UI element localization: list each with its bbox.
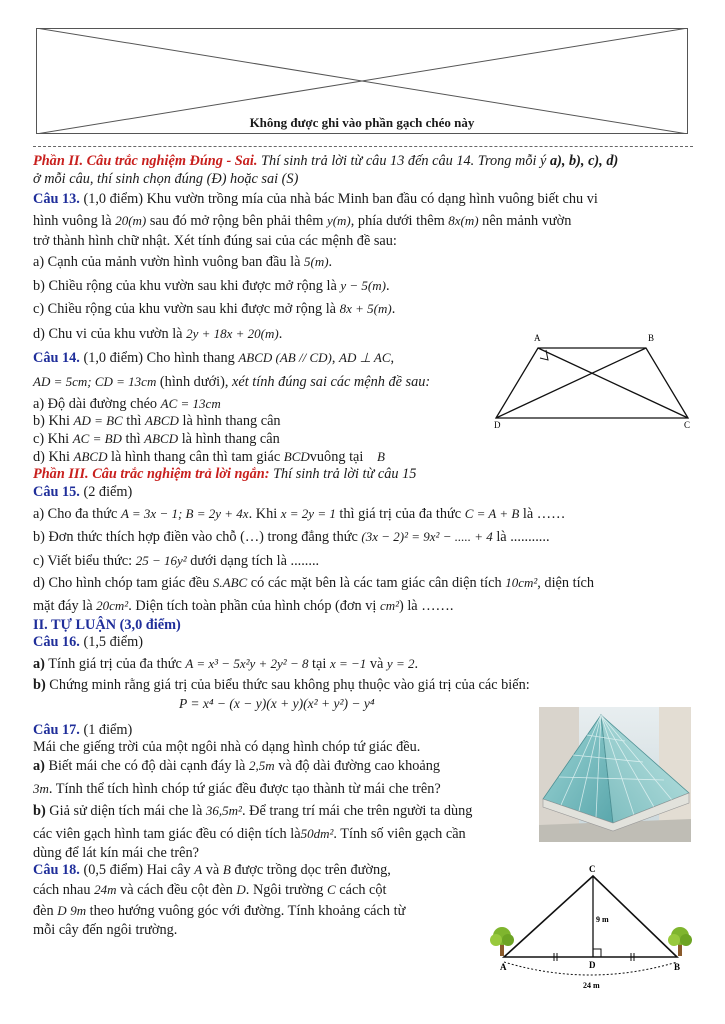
- q13-a-dot: .: [328, 254, 333, 270]
- vertex-a: A: [534, 333, 541, 343]
- q17-line1: Mái che giếng trời của một ngôi nhà có dạng hình chóp tứ giác đều.: [33, 739, 421, 755]
- q15-option-c: [33, 552, 319, 570]
- q15-d-t3: , diện tích: [537, 575, 595, 591]
- q15-heading: [33, 484, 132, 501]
- q13-a-text: a) Cạnh của mảnh vườn hình vuông ban đầu là: [33, 254, 304, 270]
- q16-a-m2: x = −1: [329, 656, 367, 671]
- part2-intro: Thí sinh trả lời từ câu 13 đến câu 14. Trong mỗi ý: [257, 153, 550, 169]
- q13-math-8x: 8x(m): [448, 213, 479, 228]
- q15-d-t1: d) Cho hình chóp tam giác đều: [33, 575, 213, 591]
- q17-b-label: b): [33, 803, 46, 819]
- q13-c-text: c) Chiều rộng của khu vườn sau khi được mở rộng là: [33, 301, 340, 317]
- q18-line3: [33, 902, 405, 920]
- q17-b-t2: . Để trang trí mái che trên người ta dùng: [241, 803, 473, 819]
- q17-a2-math: 3m: [33, 781, 49, 796]
- q13-d-math: 2y + 18x + 20(m): [186, 326, 279, 341]
- q16-a-t2: tại: [308, 656, 330, 672]
- q14-line2: [33, 373, 430, 391]
- q15-option-d-line2: [33, 597, 453, 615]
- q13-text2a: hình vuông là: [33, 213, 116, 229]
- q15-a-t1: a) Cho đa thức: [33, 506, 121, 522]
- q14-d-t2: là hình thang cân thì tam giác: [107, 449, 284, 465]
- q14-text1b: ,: [331, 350, 339, 366]
- q15-d2-t3: ) là …….: [399, 598, 454, 614]
- q18-m-a: A: [194, 862, 203, 877]
- q14-d-t3: vuông tại: [309, 449, 367, 465]
- label-c: C: [589, 864, 596, 874]
- q15-d2-m1: 20cm²: [96, 598, 129, 613]
- essay-title: II. TỰ LUẬN (3,0 điểm): [33, 617, 181, 633]
- no-write-note: Không được ghi vào phần gạch chéo này: [249, 115, 475, 130]
- q14-d-t1: d) Khi: [33, 449, 74, 465]
- q15-a-m2: x = 2y = 1: [280, 506, 336, 521]
- q16-b-text: Chứng minh rằng giá trị của biểu thức sau không phụ thuộc vào giá trị của các biến:: [45, 677, 530, 693]
- q13-d-text: d) Chu vi của khu vườn là: [33, 326, 187, 342]
- part2-title: Phần II. Câu trắc nghiệm Đúng - Sai.: [33, 153, 258, 169]
- q16-option-b: [33, 677, 530, 694]
- q13-b-math: y − 5(m): [340, 278, 386, 293]
- q17-b2-t1: các viên gạch hình tam giác đều có diện tích là: [33, 826, 301, 842]
- q18-line4: mỗi cây đến ngôi trường.: [33, 922, 178, 938]
- q18-m-d: D: [236, 882, 246, 897]
- triangle-acb: [504, 876, 677, 957]
- q15-d2-t2: . Diện tích toàn phần của hình chóp (đơn vị: [128, 598, 380, 614]
- q15-d-t2: có các mặt bên là các tam giác cân diện tích: [247, 575, 506, 591]
- q15-b-m1: (3x − 2)² = 9x² − ..... + 4: [361, 529, 493, 544]
- label-a: A: [500, 962, 507, 972]
- q17-points: (1 điểm): [79, 722, 133, 738]
- q14-option-b: [33, 412, 281, 430]
- q18-t3a: đèn: [33, 903, 58, 919]
- diagonal-bd: [496, 348, 646, 418]
- q18-t2a: cách nhau: [33, 882, 95, 898]
- q15-a-m3: C = A + B: [464, 506, 520, 521]
- q14-d-m3: B: [376, 449, 385, 464]
- q15-d2-m2: cm²: [379, 598, 399, 613]
- q18-m-24: 24m: [94, 882, 117, 897]
- q15-option-b: [33, 528, 550, 546]
- q16-a-t3: và: [366, 656, 387, 672]
- q16-formula: P = x⁴ − (x − y)(x + y)(x² + y²) − y⁴: [179, 696, 375, 711]
- part3-title: Phần III. Câu trắc nghiệm trả lời ngắn:: [33, 466, 270, 482]
- q14-b-t2: thì: [122, 413, 145, 429]
- q18-t2c: . Ngôi trường: [245, 882, 328, 898]
- q17-option-a: [33, 757, 440, 775]
- q17-a-m1: 2,5m: [248, 758, 275, 773]
- q14-option-a: [33, 395, 221, 413]
- q18-t1a: (0,5 điểm) Hai cây: [79, 862, 195, 878]
- q13-math-20: 20(m): [115, 213, 147, 228]
- q15-a-m1: A = 3x − 1; B = 2y + 4x: [120, 506, 249, 521]
- q14-line1: [33, 349, 394, 367]
- q18-t3b: theo hướng vuông góc với đường. Tính khoảng cách từ: [86, 903, 406, 919]
- q18-m-d2: D: [57, 903, 67, 918]
- q16-heading: [33, 634, 143, 651]
- q16-option-a: [33, 655, 418, 673]
- q13-text2c: , phía dưới thêm: [350, 213, 449, 229]
- q15-d-m1: S.ABC: [212, 575, 248, 590]
- q13-b-text: b) Chiều rộng của khu vườn sau khi được mở rộng là: [33, 278, 341, 294]
- q17-a-t2: và độ dài đường cao khoảng: [274, 758, 441, 774]
- vertex-d: D: [494, 420, 501, 430]
- q13-option-b: [33, 277, 390, 295]
- q18-t1b: và: [202, 862, 223, 878]
- q13-b-dot: .: [385, 278, 390, 294]
- q17-b2-math: 50dm²: [300, 826, 334, 841]
- q15-a-t3: thì giá trị của đa thức: [335, 506, 465, 522]
- q15-c-t2: dưới dạng tích là ........: [186, 553, 320, 569]
- q15-b-t2: là ...........: [492, 529, 550, 545]
- q13-math-y: y(m): [326, 213, 351, 228]
- q13-d-dot: .: [278, 326, 283, 342]
- q13-line2: [33, 212, 571, 230]
- dashed-divider: [33, 146, 693, 147]
- diagonal-ac: [538, 348, 688, 418]
- q18-m-c: C: [327, 882, 336, 897]
- q14-math3: AD = 5cm; CD = 13cm: [33, 374, 157, 389]
- q15-a-t4: là ……: [519, 506, 566, 522]
- q14-c-t2: thì: [121, 431, 145, 447]
- q14-b-m2: ABCD: [144, 413, 179, 428]
- q17-option-b: [33, 802, 472, 820]
- q14-b-t3: là hình thang cân: [178, 413, 281, 429]
- q15-c-m1: 25 − 16y²: [135, 553, 187, 568]
- q16-b-label: b): [33, 677, 46, 693]
- q13-a-math: 5(m): [304, 254, 329, 269]
- q13-line3: trở thành hình chữ nhật. Xét tính đúng sai của các mệnh đề sau:: [33, 233, 397, 249]
- q13-line1: [33, 191, 598, 208]
- q15-d-m2: 10cm²: [505, 575, 538, 590]
- q16-a-label: a): [33, 656, 45, 672]
- q13-text2d: nên mảnh vườn: [478, 213, 572, 229]
- school-trees-figure: [486, 860, 696, 995]
- q17-option-b-line3: dùng để lát kín mái che trên?: [33, 845, 199, 861]
- right-angle-mark-d: [593, 949, 601, 957]
- q13-option-c: [33, 300, 395, 318]
- q13-c-dot: .: [391, 301, 396, 317]
- part2-options: a), b), c), d): [549, 153, 619, 169]
- q17-a2-text: . Tính thể tích hình chóp tứ giác đều được tạo thành từ mái che trên?: [48, 781, 441, 797]
- q16-a-dot: .: [414, 656, 419, 672]
- q14-c-m2: ABCD: [144, 431, 179, 446]
- q14-text2i: xét tính đúng sai các mệnh đề sau:: [232, 374, 431, 390]
- q15-option-a: [33, 505, 565, 523]
- q18-line2: [33, 881, 387, 899]
- trapezoid-figure: [488, 330, 698, 430]
- q18-t1c: được trồng dọc trên đường,: [230, 862, 391, 878]
- q14-math1: ABCD (AB // CD): [238, 350, 332, 365]
- label-24m: 24 m: [583, 981, 600, 990]
- q16-label: Câu 16.: [33, 634, 80, 650]
- q15-option-d: [33, 574, 594, 592]
- q13-text1: (1,0 điểm) Khu vườn trồng mía của nhà bác Minh ban đầu có dạng hình vuông biết chu vi: [79, 191, 598, 207]
- q14-label: Câu 14.: [33, 350, 80, 366]
- q17-option-b-line2: [33, 825, 466, 843]
- q13-option-a: [33, 253, 332, 271]
- q17-label: Câu 17.: [33, 722, 80, 738]
- q14-b-t1: b) Khi: [33, 413, 74, 429]
- q13-c-math: 8x + 5(m): [339, 301, 392, 316]
- q15-label: Câu 15.: [33, 484, 80, 500]
- q17-option-a-line2: [33, 780, 441, 798]
- label-d: D: [589, 960, 596, 970]
- q16-a-t1: Tính giá trị của đa thức: [44, 656, 186, 672]
- q16-points: (1,5 điểm): [79, 634, 144, 650]
- q18-m-9: 9m: [70, 903, 87, 918]
- q17-b2-t2: . Tính số viên gạch cần: [333, 826, 466, 842]
- part3-heading: [33, 466, 416, 483]
- q16-a-m3: y = 2: [386, 656, 415, 671]
- q14-option-d: [33, 448, 385, 466]
- label-b: B: [674, 962, 681, 972]
- q17-a-label: a): [33, 758, 45, 774]
- q15-c-t1: c) Viết biểu thức:: [33, 553, 136, 569]
- q18-m-b: B: [222, 862, 231, 877]
- q14-c-t1: c) Khi: [33, 431, 73, 447]
- q14-c-m1: AC = BD: [72, 431, 122, 446]
- q16-a-m1: A = x³ − 5x²y + 2y² − 8: [185, 656, 309, 671]
- q14-c-t3: là hình thang cân: [178, 431, 280, 447]
- q15-points: (2 điểm): [79, 484, 133, 500]
- q15-b-t1: b) Đơn thức thích hợp điền vào chỗ (…) trong đẳng thức: [33, 529, 362, 545]
- vertex-b: B: [648, 333, 655, 343]
- q17-b-m1: 36,5m²: [205, 803, 242, 818]
- q14-b-m1: AD = BC: [73, 413, 123, 428]
- part3-intro: Thí sinh trả lời từ câu 15: [269, 466, 417, 482]
- q14-d-m2: BCD: [283, 449, 310, 464]
- q17-heading: [33, 722, 132, 739]
- q14-a-text: a) Độ dài đường chéo: [33, 396, 161, 412]
- q15-d2-t1: mặt đáy là: [33, 598, 97, 614]
- q14-option-c: [33, 430, 280, 448]
- q14-d-m1: ABCD: [73, 449, 108, 464]
- skylight-photo: [539, 707, 691, 842]
- label-9m: 9 m: [596, 915, 609, 924]
- q13-text2b: sau đó mở rộng bên phải thêm: [146, 213, 327, 229]
- q18-line1: [33, 861, 391, 879]
- no-write-box: [36, 28, 688, 134]
- vertex-c: C: [684, 420, 691, 430]
- q14-text1c: ,: [390, 350, 395, 366]
- trapezoid-shape: [496, 348, 688, 418]
- q18-label: Câu 18.: [33, 862, 80, 878]
- q14-text2b: (hình dưới),: [156, 374, 233, 390]
- q18-t2b: và cách đều cột đèn: [116, 882, 237, 898]
- q18-t2d: cách cột: [335, 882, 387, 898]
- part2-heading: [33, 153, 618, 170]
- q17-b-t1: Giả sử diện tích mái che là: [45, 803, 206, 819]
- q13-option-d: [33, 325, 282, 343]
- q14-math2: AD ⊥ AC: [339, 350, 391, 365]
- q13-label: Câu 13.: [33, 191, 80, 207]
- part2-intro-2: ở mỗi câu, thí sinh chọn đúng (Đ) hoặc sai (S): [33, 171, 299, 187]
- q14-a-math: AC = 13cm: [160, 396, 221, 411]
- q14-text1a: (1,0 điểm) Cho hình thang: [79, 350, 239, 366]
- q15-a-t2: . Khi: [248, 506, 281, 522]
- q17-a-t1: Biết mái che có độ dài cạnh đáy là: [44, 758, 249, 774]
